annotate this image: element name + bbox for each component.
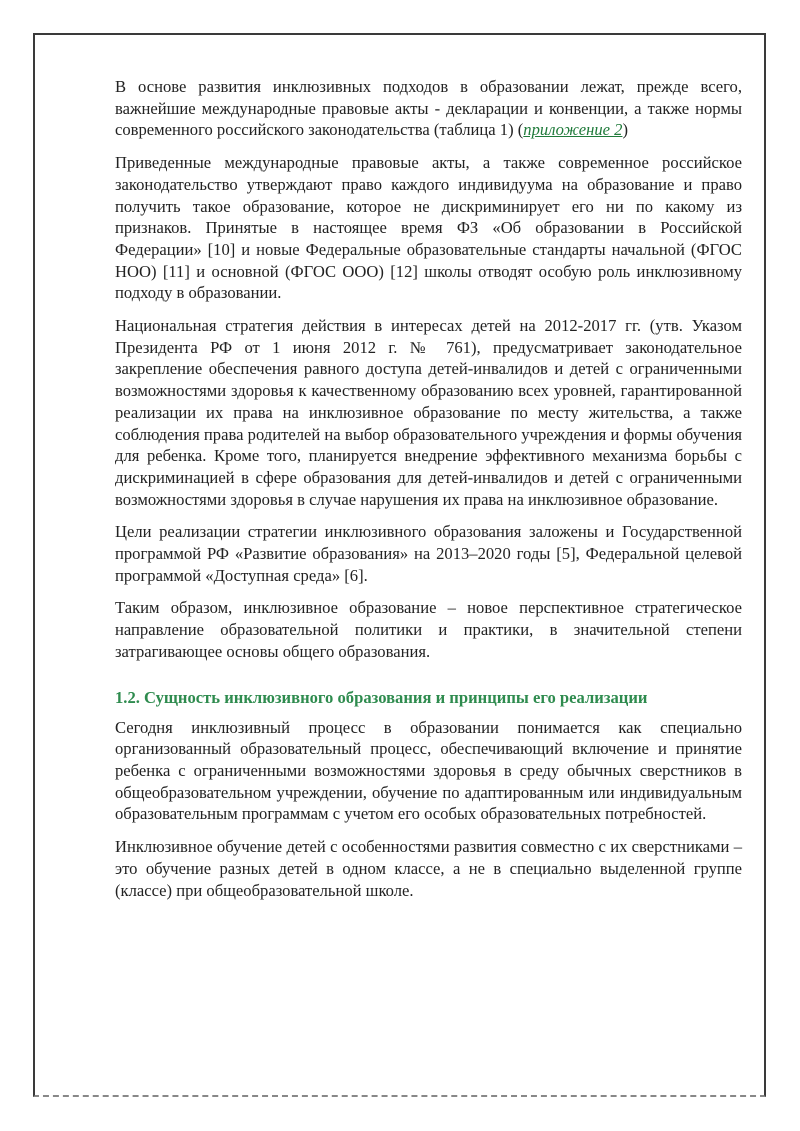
paragraph-3: Национальная стратегия действия в интересах детей на 2012-2017 гг. (утв. Указом Президента РФ от 1 июня 2012 г. № 761), предусматривает законодательное закрепление обеспечения равного доступа детей-инвалидов и детей с ограниченными возможностями здоровья к качественному образованию всех уровней, гарантированной реализации их права на инклюзивное образование по месту жительства, а также соблюдения права родителей на выбор образовательного учреждения и формы обучения для ребенка. Кроме того, планируется внедрение эффективного механизма борьбы с дискриминацией в сфере образования для детей-инвалидов и детей с ограниченными возможностями здоровья в случае нарушения их права на инклюзивное образование. [115, 316, 742, 509]
section-heading: 1.2. Сущность инклюзивного образования и принципы его реализации [115, 687, 648, 707]
paragraph-1-end: ) [622, 120, 628, 140]
paragraph-7: Инклюзивное обучение детей с особенностями развития совместно с их сверстниками – это обучение разных детей в одном классе, а не в специально выделенной группе (классе) при общеобразовательной школе. [115, 837, 742, 900]
document-body [115, 76, 742, 912]
paragraph-5: Таким образом, инклюзивное образование – новое перспективное стратегическое направление образовательной политики и практики, в значительной степени затрагивающее основы общего образования. [115, 598, 742, 661]
appendix-link[interactable]: приложение 2 [523, 120, 623, 140]
paragraph-4: Цели реализации стратегии инклюзивного образования заложены и Государственной программой РФ «Развитие образования» на 2013–2020 годы [5], Федеральной целевой программой «Доступная среда» [6]. [115, 522, 742, 585]
paragraph-2: Приведенные международные правовые акты, а также современное российское законодательство утверждают право каждого индивидуума на образование и право получить такое образование, которое не дискриминирует его ни по какому из признаков. Принятые в настоящее время ФЗ «Об образовании в Российской Федерации» [10] и новые Федеральные образовательные стандарты начальной (ФГОС НОО) [11] и основной (ФГОС ООО) [12] школы отводят особую роль инклюзивному подходу в образовании. [115, 153, 742, 303]
paragraph-6: Сегодня инклюзивный процесс в образовании понимается как специально организованный образовательный процесс, обеспечивающий включение и принятие ребенка с ограниченными возможностями здоровья в среду обычных сверстников в общеобразовательном учреждении, обучение по адаптированным или индивидуальным образовательным программам с учетом его особых образовательных потребностей. [115, 717, 742, 824]
paragraph-1 [115, 76, 742, 141]
paragraph-1-text: В основе развития инклюзивных подходов в образовании лежат, прежде всего, важнейшие международные правовые акты - декларации и конвенции, а также нормы современного российского законодательства (таблица 1) ( [115, 77, 742, 140]
